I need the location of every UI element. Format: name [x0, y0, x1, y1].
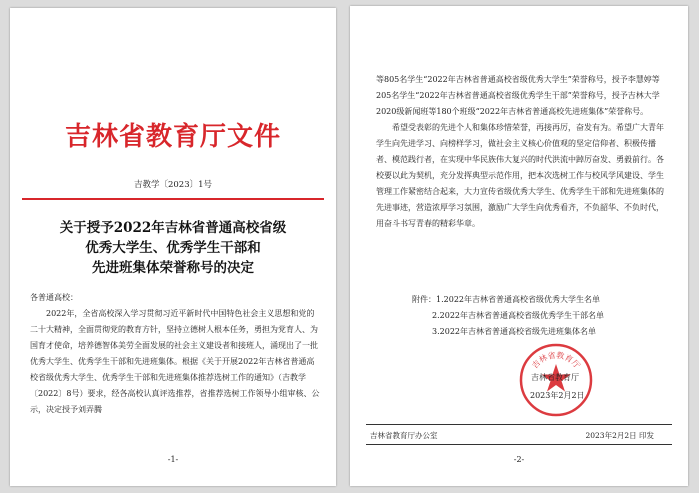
- red-divider: [22, 198, 324, 200]
- seal-text: 吉林省教育厅: [530, 350, 582, 371]
- page2-paragraph-1: 等805名学生“2022年吉林省普通高校省级优秀大学生”荣誉称号，授予李慧婷等205名学生“2022年吉林省普通高校省级优秀学生干部”荣誉称号，授予吉林大学2020级新闻班等180个班级“2022年吉林省普通高校先进班集体”荣誉称号。: [376, 75, 660, 116]
- footer-print-date: 2023年2月2日 印发: [585, 431, 654, 440]
- attachment-item-1: 附件：1.2022年吉林省普通高校省级优秀大学生名单: [412, 295, 600, 304]
- attachment-item-3: 3.2022年吉林省普通高校省级先进班集体名单: [432, 327, 596, 336]
- salutation: 各普通高校：: [30, 293, 78, 302]
- issue-date: 2023年2月2日: [530, 391, 585, 400]
- decision-heading: [30, 218, 316, 278]
- attachments-label: 附件：: [412, 295, 436, 304]
- footer-rule-top: [366, 424, 672, 425]
- document-page-2: [350, 6, 688, 486]
- page-number-1: -1-: [167, 455, 179, 464]
- page2-paragraph-2: 希望受表彰的先进个人和集体珍惜荣誉，再接再厉，奋发有为。希望广大青年学生向先进学习、向榜样学习，做社会主义核心价值观的坚定信仰者、积极传播者、模范践行者，在实现中华民族伟大复兴的时代洪流中踔厉奋发、勇毅前行。各校要以此为契机，充分发挥典型示范作用，把本次选树工作与校风学风建设、学生管理工作紧密结合起来，大力宣传省级优秀大学生、优秀学生干部和先进班集体的先进事迹，营造浓厚学习氛围，激励广大学生向优秀看齐，不负韶华、不负时代，用奋斗书写青春的精彩华章。: [376, 123, 664, 228]
- page2-body: [376, 72, 666, 232]
- issuer-name: 吉林省教育厅: [531, 373, 579, 382]
- page1-paragraph: 2022年，全省高校深入学习贯彻习近平新时代中国特色社会主义思想和党的二十大精神，全面贯彻党的教育方针，坚持立德树人根本任务，勇担为党育人、为国育才使命，培养德智体美劳全面发展的社会主义建设者和接班人，涌现出了一批优秀大学生、优秀学生干部和先进班集体。根据《关于开展2022年吉林省普通高校省级优秀大学生、优秀学生干部和先进班集体推荐选树工作的通知》（吉教学〔2022〕8号）要求，经各高校认真评选推荐，省推荐选树工作领导小组审核、公示，决定授予刘弄腾: [30, 309, 320, 414]
- attachments-list: [412, 292, 672, 340]
- heading-line-1: 关于授予2022年吉林省普通高校省级: [59, 220, 287, 236]
- page-number-2: -2-: [513, 455, 525, 464]
- heading-line-2: 优秀大学生、优秀学生干部和: [85, 240, 261, 256]
- footer-office: 吉林省教育厅办公室: [370, 431, 438, 440]
- heading-line-3: 先进班集体荣誉称号的决定: [92, 260, 254, 276]
- page1-body: [30, 290, 320, 418]
- document-number: 吉教学〔2023〕1号: [133, 180, 213, 190]
- footer-rule-bottom: [366, 444, 672, 445]
- attachment-item-2: 2.2022年吉林省普通高校省级优秀学生干部名单: [432, 311, 604, 320]
- document-page-1: [10, 8, 336, 486]
- document-red-title: 吉林省教育厅文件: [64, 122, 281, 152]
